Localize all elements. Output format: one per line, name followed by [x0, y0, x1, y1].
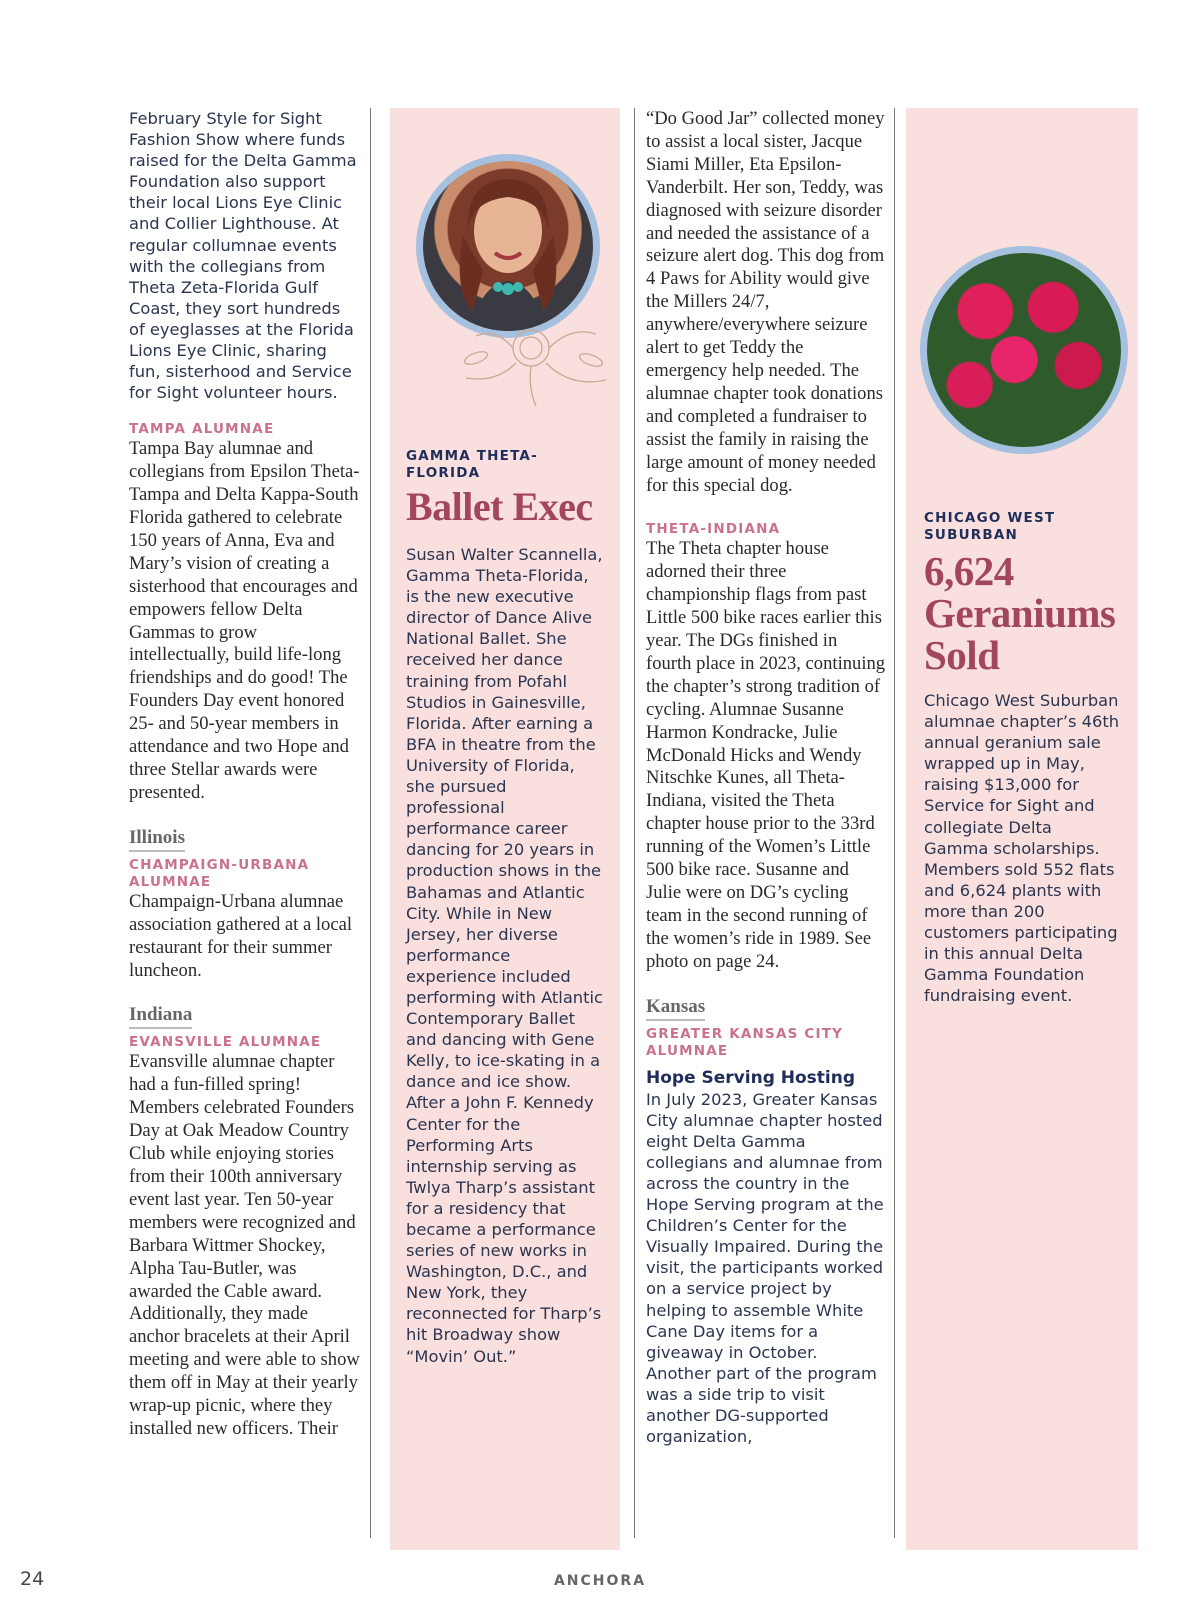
greater-kansas-city-label: GREATER KANSAS CITY ALUMNAE: [646, 1025, 844, 1059]
geraniums-headline: [924, 550, 1120, 676]
state-heading-indiana: Indiana: [129, 1004, 192, 1029]
tampa-alumnae-label: TAMPA ALUMNAE: [129, 421, 275, 438]
col3-intro-text: “Do Good Jar” collected money to assist a local sister, Jacque Siami Miller, Eta Epsilon-Vanderbilt. Her son, Teddy, was diagnosed with seizure disorder and needed the assistance of a seizure alert dog. This dog from 4 Paws for Ability would give the Millers 24/7, anywhere/everywhere seizure alert to get Teddy the emergency help needed. The alumnae chapter took donations and completed a fundraiser to assist the family in raising the large amount of money needed for this special dog.: [646, 108, 885, 496]
page-number: 24: [20, 1568, 45, 1590]
column-divider: [370, 108, 371, 1538]
hope-serving-text: In July 2023, Greater Kansas City alumnae chapter hosted eight Delta Gamma collegians and alumnae from across the country in the Hope Serving program at the Children’s Center for the Visually Impaired. During the visit, the participants worked on a service project by helping to assemble White Cane Day items for a giveaway in October. Another part of the program was a side trip to visit another DG-supported organization,: [646, 1089, 884, 1447]
portrait-figure-icon: [423, 161, 593, 331]
evansville-alumnae-text: Evansville alumnae chapter had a fun-filled spring! Members celebrated Founders Day at Oak Meadow Country Club while enjoying stories from their 100th anniversary event last year. Ten 50-year members were recognized and Barbara Wittmer Shockey, Alpha Tau-Butler, was awarded the Cable award. Additionally, they made anchor bracelets at their April meeting and were able to show them off in May at their yearly wrap-up picnic, where they installed new officers. Their: [129, 1051, 360, 1439]
ballet-exec-headline: Ballet Exec: [406, 484, 593, 529]
theta-indiana-label: THETA-INDIANA: [646, 521, 781, 538]
hope-serving-heading: Hope Serving Hosting: [646, 1067, 856, 1088]
column-3: [646, 108, 886, 1447]
gamma-theta-florida-label: GAMMA THETA-FLORIDA: [406, 448, 538, 481]
state-heading-kansas: Kansas: [646, 996, 705, 1021]
col1-intro-text: February Style for Sight Fashion Show where funds raised for the Delta Gamma Foundation also support their local Lions Eye Clinic and Collier Lighthouse. At regular collumnae events with the collegians from Theta Zeta-Florida Gulf Coast, they sort hundreds of eyeglasses at the Florida Lions Eye Clinic, sharing fun, sisterhood and Service for Sight volunteer hours.: [129, 109, 357, 403]
geranium-photo-area: [924, 108, 1120, 448]
ballet-exec-text: Susan Walter Scannella, Gamma Theta-Florida, is the new executive director of Dance Alive National Ballet. She received her dance training from Pofahl Studios in Gainesville, Florida. After earning a BFA in theatre from the University of Florida, she pursued professional performance career dancing for 20 years in production shows in the Bahamas and Atlantic City. While in New Jersey, her diverse performance experience included performing with Atlantic Contemporary Ballet and dancing with Gene Kelly, to ice-skating in a dance and ice show. After a John F. Kennedy Center for the Performing Arts internship serving as Twlya Tharp’s assistant for a residency that became a performance series of new works in Washington, D.C., and New York, they reconnected for Tharp’s hit Broadway show “Movin’ Out.”: [406, 545, 603, 1366]
theta-indiana-text: The Theta chapter house adorned their three championship flags from past Little 500 bike races earlier this year. The DGs finished in fourth place in 2023, continuing the chapter’s strong tradition of cycling. Alumnae Susanne Harmon Kondracke, Julie McDonald Hicks and Wendy Nitschke Kunes, all Theta-Indiana, visited the Theta chapter house prior to the 33rd running of the Women’s Little 500 bike race. Susanne and Julie were on DG’s cycling team in the second running of the women’s ride in 1989. See photo on page 24.: [646, 538, 886, 972]
geranium-photo: [920, 246, 1128, 454]
chicago-west-suburban-label: CHICAGO WEST SUBURBAN: [924, 510, 1056, 543]
champaign-urbana-label: CHAMPAIGN-URBANA ALUMNAE: [129, 856, 310, 890]
column-divider: [634, 108, 635, 1538]
tampa-alumnae-text: Tampa Bay alumnae and collegians from Epsilon Theta-Tampa and Delta Kappa-South Florida gathered to celebrate 150 years of Anna, Eva and Mary’s vision of creating a sisterhood that encourages and empowers fellow Delta Gammas to grow intellectually, build life-long friendships and do good! The Founders Day event honored 25- and 50-year members in attendance and two Hope and three Stellar awards were presented.: [129, 438, 360, 803]
sidebar-ballet-exec: [390, 108, 620, 1550]
column-1: [129, 108, 361, 1441]
headline-line-3: Sold: [924, 632, 1000, 678]
champaign-urbana-text: Champaign-Urbana alumnae association gathered at a local restaurant for their summer luncheon.: [129, 890, 353, 981]
evansville-alumnae-label: EVANSVILLE ALUMNAE: [129, 1034, 322, 1051]
sidebar-geraniums: [906, 108, 1138, 1550]
state-heading-illinois: Illinois: [129, 827, 185, 852]
headline-line-2: Geraniums: [924, 590, 1116, 636]
floral-line-art-icon: [436, 308, 626, 408]
column-divider: [894, 108, 895, 1538]
geraniums-text: Chicago West Suburban alumnae chapter’s 46th annual geranium sale wrapped up in May, raising $13,000 for Service for Sight and collegiate Delta Gamma scholarships. Members sold 552 flats and 6,624 plants with more than 200 customers participating in this annual Delta Gamma Foundation fundraising event.: [924, 691, 1120, 1006]
magazine-name: ANCHORA: [553, 1573, 647, 1589]
headline-line-1: 6,624: [924, 548, 1014, 594]
portrait-area: [406, 108, 604, 440]
